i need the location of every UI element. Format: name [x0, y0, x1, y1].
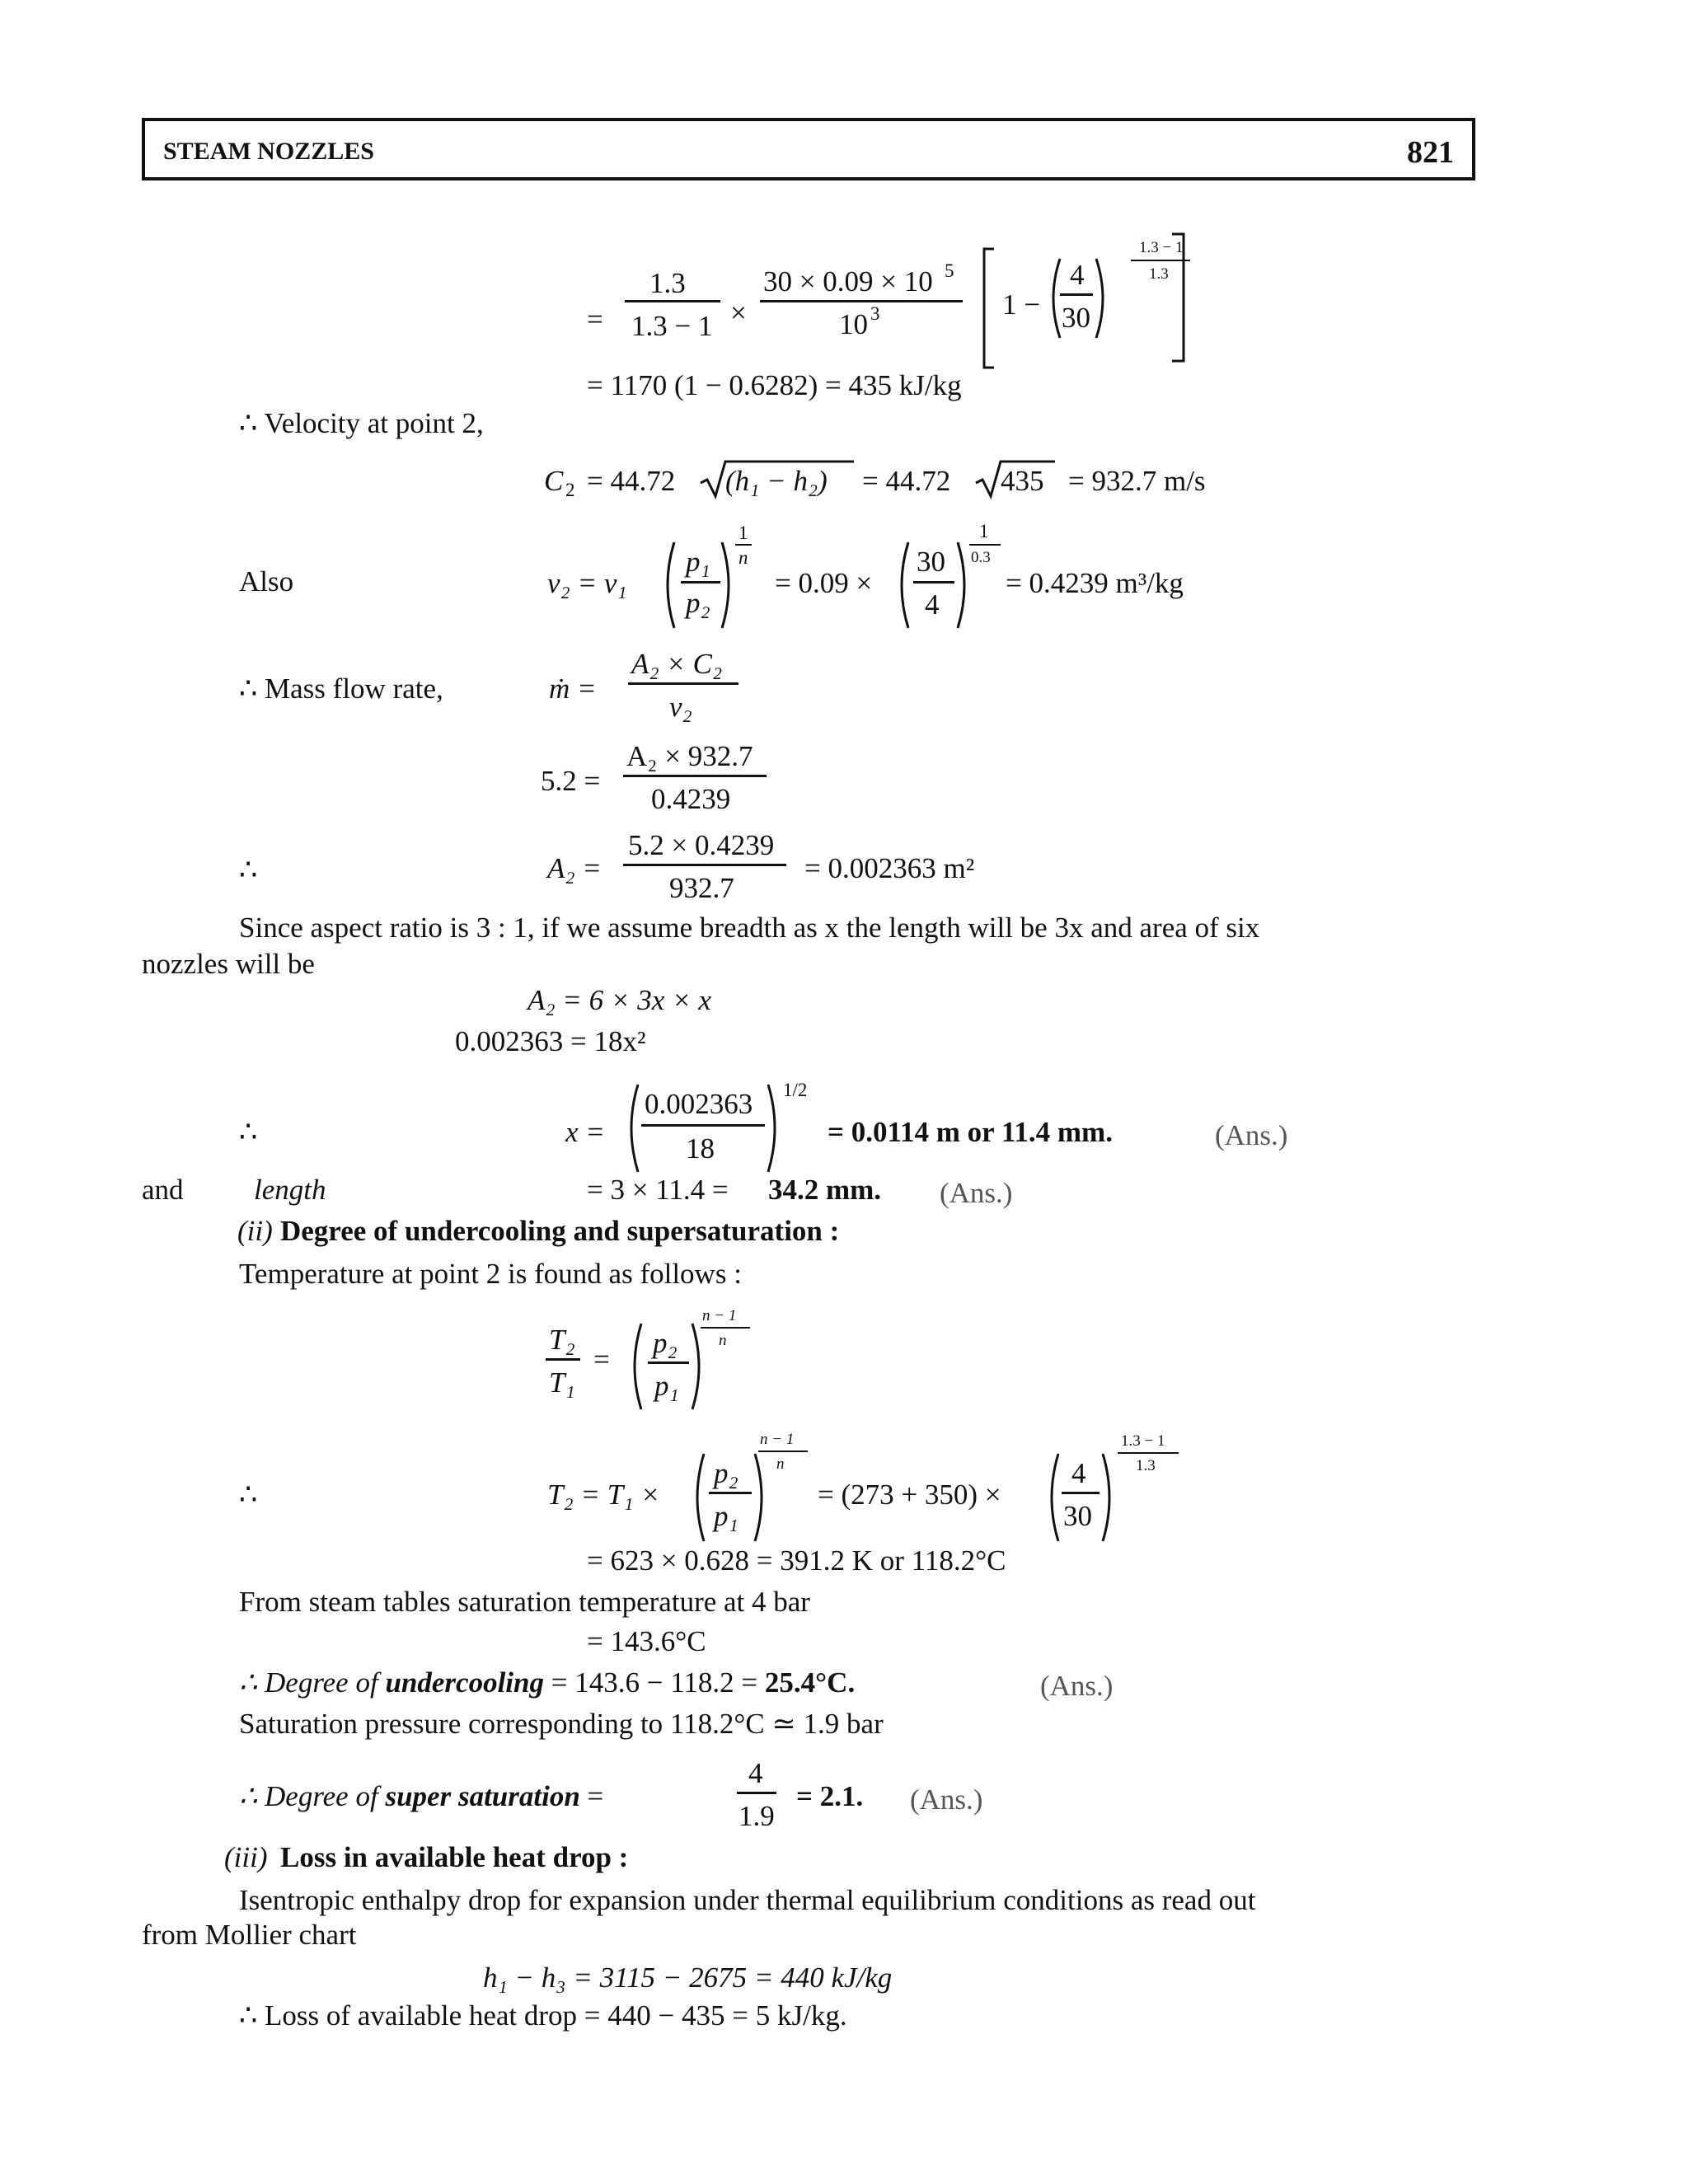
label-prefix: ∴ Degree of: [239, 1780, 386, 1812]
exponent-num: 1: [979, 521, 989, 541]
frac-den: p₁: [714, 1500, 738, 1532]
bracket-left: [981, 247, 997, 371]
frac-num: 4: [1071, 1457, 1086, 1489]
paren-left: [893, 541, 912, 630]
exponent-num: 1: [738, 523, 748, 543]
frac-num: p₂: [714, 1457, 738, 1489]
frac-den: 0.4239: [651, 783, 731, 815]
volume-result: = 0.4239 m³/kg: [1006, 567, 1184, 599]
loss-equation: ∴ Loss of available heat drop = 440 − 435 = 5 kJ/kg.: [239, 1999, 847, 2032]
area-equation: A₂ = 6 × 3x × x: [528, 984, 711, 1016]
paragraph-line: Saturation pressure corresponding to 118.2°C ≃ 1.9 bar: [239, 1708, 884, 1740]
times-sign: ×: [730, 297, 747, 329]
lhs: x =: [565, 1116, 605, 1148]
exponent-den: 1.3: [1136, 1457, 1156, 1474]
paren-right: [719, 541, 737, 630]
supersaturation-result: = 2.1.: [796, 1780, 864, 1812]
exponent-den: 1.3: [1149, 265, 1169, 283]
temperature-result: = 623 × 0.628 = 391.2 K or 118.2°C: [587, 1544, 1006, 1577]
saturation-temperature: = 143.6°C: [587, 1625, 706, 1657]
length-result: 34.2 mm.: [768, 1174, 882, 1206]
section-number: (iii): [224, 1841, 268, 1873]
paren-right: [689, 1322, 707, 1411]
equals-sign: =: [593, 1343, 610, 1376]
paragraph-line: Isentropic enthalpy drop for expansion under thermal equilibrium conditions as read out: [239, 1884, 1256, 1916]
paragraph-line: Since aspect ratio is 3 : 1, if we assume breadth as x the length will be 3x and area of six: [239, 912, 1260, 944]
exponent: 3: [870, 303, 880, 324]
paragraph-line: from Mollier chart: [142, 1919, 357, 1951]
frac-den: 4: [925, 588, 940, 621]
paragraph-line: From steam tables saturation temperature at 4 bar: [239, 1586, 810, 1618]
area-equation: 0.002363 = 18x²: [455, 1025, 646, 1057]
section-title: Loss in available heat drop :: [280, 1841, 629, 1873]
frac-num: 5.2 × 0.4239: [628, 829, 775, 861]
one-minus: 1 −: [1002, 288, 1040, 321]
frac-num: 30 × 0.09 × 10: [763, 265, 933, 298]
enthalpy-equation: h₁ − h₃ = 3115 − 2675 = 440 kJ/kg: [483, 1961, 893, 1994]
frac-den: 1.9: [738, 1800, 775, 1832]
paren-left: [1043, 1452, 1062, 1543]
exponent-den: 0.3: [971, 549, 991, 566]
exponent: 5: [945, 260, 954, 281]
answer-marker: (Ans.): [1040, 1670, 1114, 1702]
paren-left: [623, 1083, 641, 1174]
lhs: v₂ = v₁: [547, 567, 627, 599]
temperature-expression: = (273 + 350) ×: [818, 1479, 1001, 1511]
velocity-result: = 932.7 m/s: [1068, 465, 1206, 497]
mass-flow-label: ∴ Mass flow rate,: [239, 673, 443, 705]
answer-marker: (Ans.): [1215, 1119, 1288, 1151]
lhs: ṁ =: [549, 673, 597, 705]
and-word: and: [142, 1174, 184, 1206]
frac-num: 4: [1070, 259, 1085, 291]
frac-den: 1.3 − 1: [631, 310, 713, 342]
area-result: = 0.002363 m²: [804, 852, 975, 884]
radicand: 435: [1001, 465, 1044, 497]
length-label: length: [254, 1174, 326, 1206]
paren-left: [689, 1452, 707, 1543]
exponent: 1/2: [783, 1080, 808, 1100]
frac-den: p₁: [654, 1370, 679, 1402]
frac-num: A₂ × 932.7: [626, 740, 753, 772]
paren-right: [1100, 1452, 1118, 1543]
equals-sign: =: [579, 1780, 604, 1812]
paren-right: [765, 1083, 783, 1174]
exponent-num: 1.3 − 1: [1121, 1432, 1165, 1450]
frac-num: 30: [917, 546, 945, 578]
chapter-title: STEAM NOZZLES: [163, 138, 374, 165]
velocity-label: ∴ Velocity at point 2,: [239, 407, 484, 439]
frac-num: A₂ × C₂: [631, 648, 723, 680]
radicand: (h₁ − h₂): [725, 465, 828, 497]
exponent-num: 1.3 − 1: [1139, 239, 1184, 256]
therefore-sign: ∴: [239, 854, 258, 886]
therefore-sign: ∴: [239, 1479, 258, 1511]
label-prefix: ∴ Degree of: [239, 1666, 386, 1699]
therefore-sign: ∴: [239, 1116, 258, 1148]
frac-den: 10: [839, 308, 868, 340]
frac-num: T₂: [549, 1324, 575, 1356]
exponent-den: n: [776, 1455, 785, 1473]
page-header: [142, 118, 1475, 180]
expression: = 143.6 − 118.2 =: [544, 1666, 765, 1699]
frac-den: 18: [686, 1132, 715, 1165]
paren-right: [954, 541, 973, 630]
paren-left: [1045, 257, 1063, 340]
exponent-num: n − 1: [760, 1431, 795, 1448]
lhs: A₂ =: [547, 852, 602, 884]
coefficient: = 44.72: [587, 465, 676, 497]
frac-num: 1.3: [649, 267, 686, 299]
paren-right: [1093, 257, 1111, 340]
page-number: 821: [1407, 135, 1454, 170]
frac-den: v₂: [669, 691, 692, 723]
lhs: T₂ = T₁ ×: [547, 1479, 660, 1511]
coefficient: = 0.09 ×: [775, 567, 873, 599]
exponent-num: n − 1: [702, 1307, 737, 1324]
frac-num: 4: [748, 1757, 763, 1789]
paragraph-line: nozzles will be: [142, 948, 315, 980]
also-label: Also: [239, 565, 294, 598]
lhs: 5.2 =: [541, 765, 601, 797]
frac-den: 30: [1063, 1500, 1092, 1532]
section-title: Degree of undercooling and supersaturation :: [280, 1215, 840, 1247]
breadth-result: = 0.0114 m or 11.4 mm.: [828, 1116, 1113, 1148]
length-expression: = 3 × 11.4 =: [587, 1174, 729, 1206]
paren-left: [626, 1322, 645, 1411]
equation-result: = 1170 (1 − 0.6282) = 435 kJ/kg: [587, 369, 962, 401]
frac-den: 30: [1062, 302, 1090, 334]
undercooling-result: 25.4°C.: [764, 1666, 856, 1699]
paren-right: [752, 1452, 770, 1543]
undercooling-line: [239, 1668, 855, 1697]
frac-den: p₂: [686, 587, 710, 619]
bracket-right: [1169, 232, 1189, 364]
frac-num: 0.002363: [645, 1088, 753, 1120]
paren-left: [659, 541, 678, 630]
frac-num: p₁: [686, 546, 710, 578]
bold-term: undercooling: [385, 1666, 544, 1699]
section-number: (ii): [237, 1215, 273, 1247]
exponent-den: n: [738, 547, 748, 568]
subscript: 2: [565, 480, 575, 500]
answer-marker: (Ans.): [940, 1177, 1013, 1209]
frac-den: 932.7: [669, 872, 734, 904]
answer-marker: (Ans.): [910, 1783, 983, 1816]
symbol-c: C: [544, 465, 564, 497]
coefficient: = 44.72: [862, 465, 951, 497]
exponent-den: n: [719, 1332, 727, 1349]
frac-den: T₁: [549, 1366, 575, 1399]
frac-num: p₂: [653, 1327, 678, 1359]
bold-term: super saturation: [385, 1780, 580, 1812]
paragraph-line: Temperature at point 2 is found as follows :: [239, 1258, 742, 1290]
